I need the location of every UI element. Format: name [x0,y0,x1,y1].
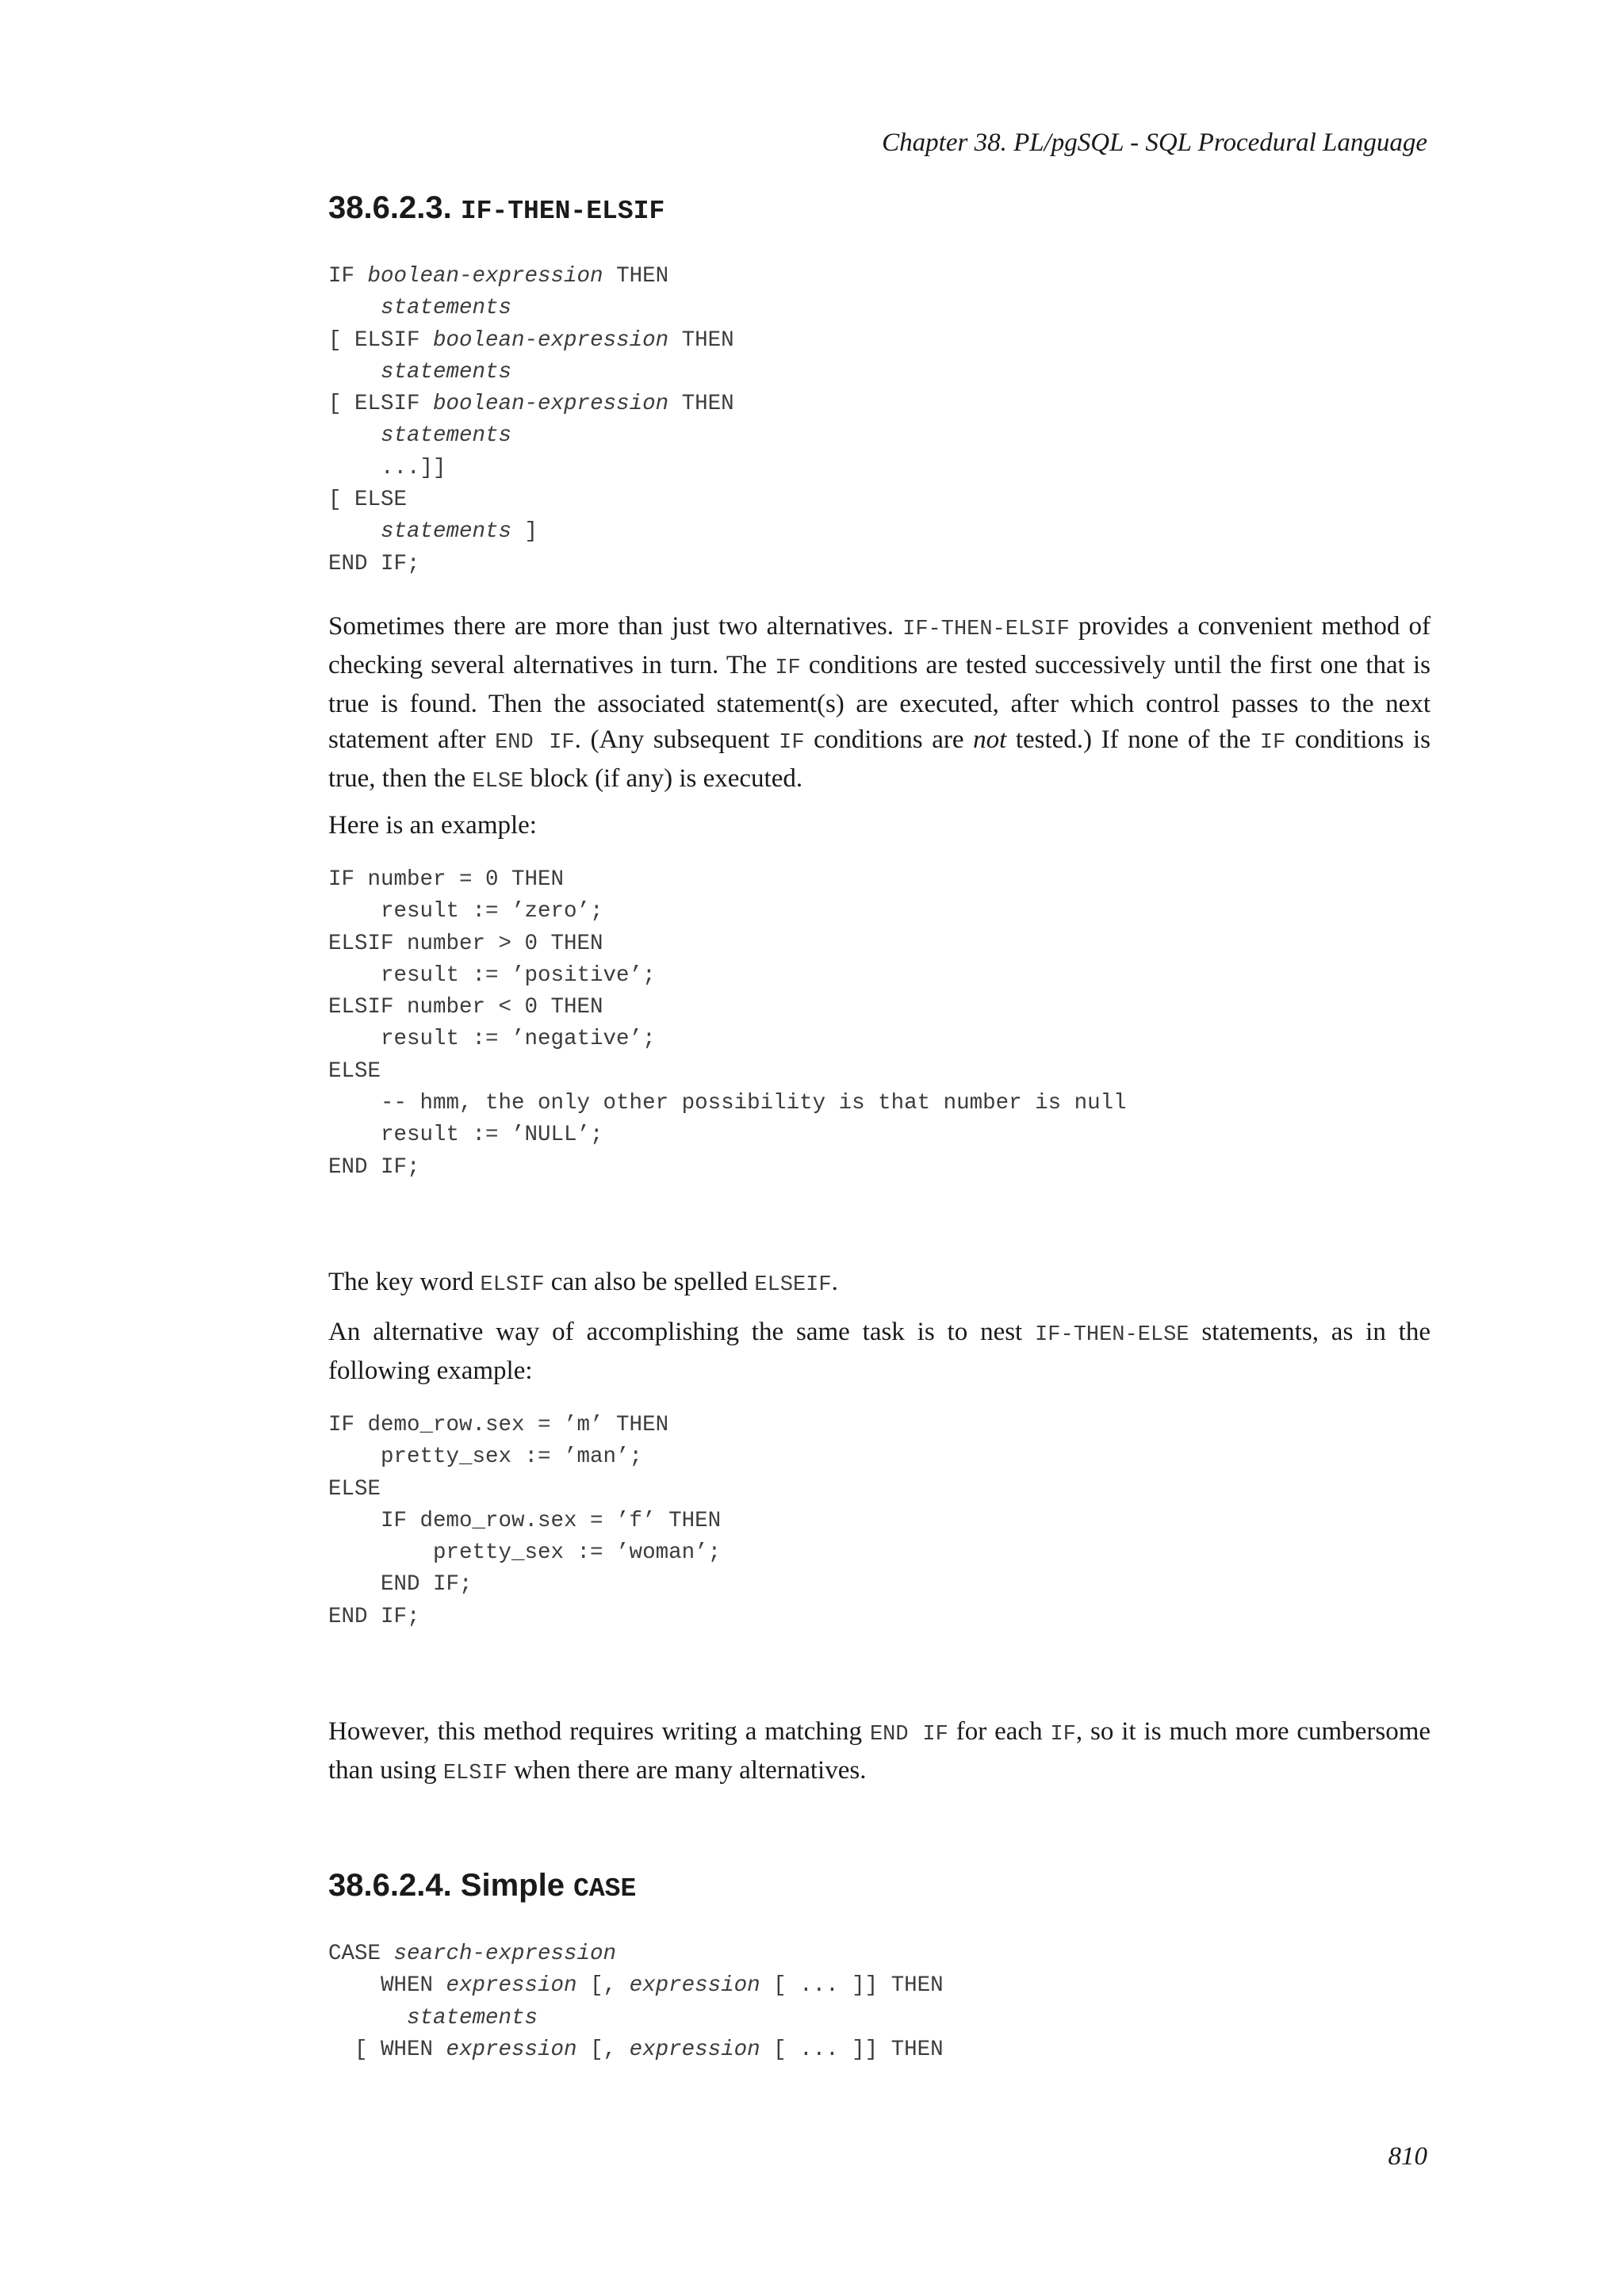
code-line: -- hmm, the only other possibility is that number is null [328,1091,1127,1116]
syntax-line: statements ] [381,519,538,545]
page-number: 810 [1388,2142,1427,2171]
syntax-line: WHEN expression [, expression [ ... ]] THEN [328,1973,944,1999]
running-header: Chapter 38. PL/pgSQL - SQL Procedural Language [882,128,1427,157]
syntax-placeholder: expression [629,1973,760,1999]
emphasis: not [973,725,1007,754]
inline-code: ELSIF [442,1762,508,1786]
code-line: END IF; [328,1604,420,1629]
syntax-line: IF boolean-expression THEN [328,264,669,289]
syntax-block-simple-case [328,1938,1431,2066]
code-line: ELSE [328,1058,381,1084]
inline-code: ELSEIF [754,1272,832,1297]
syntax-placeholder: statements [381,519,512,545]
code-line: result := ’zero’; [328,899,603,924]
inline-code: END IF [869,1723,948,1747]
code-line: ELSE [328,1476,381,1502]
inline-code: IF [775,656,801,680]
syntax-line: [ ELSIF boolean-expression THEN [328,327,734,353]
section-code-title: CASE [573,1874,637,1904]
syntax-line: END IF; [328,551,420,576]
page-content [328,187,1431,2066]
syntax-line [328,2003,1431,2034]
paragraph-nesting-alternative: An alternative way of accomplishing the same task is to nest IF-THEN-ELSE statements, as in the following example: [328,1317,1431,1385]
inline-code: IF-THEN-ELSIF [902,617,1070,641]
code-line: result := ’negative’; [328,1027,656,1052]
syntax-placeholder: boolean-expression [433,327,669,353]
inline-code: IF [1050,1723,1076,1747]
inline-code: IF [779,730,805,755]
code-example-number [328,864,1431,1184]
syntax-placeholder: expression [446,2037,577,2062]
syntax-placeholder: boolean-expression [367,264,603,289]
inline-code: ELSIF [480,1272,545,1297]
syntax-line: [ ELSIF boolean-expression THEN [328,392,734,417]
syntax-placeholder: statements [407,2005,538,2030]
syntax-placeholder: statements [381,296,512,321]
code-line: IF demo_row.sex = ’m’ THEN [328,1412,669,1437]
syntax-line [328,420,1431,452]
code-line: result := ’NULL’; [328,1123,603,1148]
inline-code: IF [1259,730,1286,755]
section-number: 38.6.2.3. [328,190,452,225]
code-line: result := ’positive’; [328,962,656,988]
syntax-line [328,357,1431,388]
syntax-line [328,293,1431,324]
code-line: ELSIF number > 0 THEN [328,931,603,956]
syntax-line: ...]] [328,455,446,480]
syntax-placeholder: search-expression [393,1942,617,1967]
code-line: pretty_sex := ’man’; [328,1445,643,1470]
syntax-placeholder: expression [629,2037,760,2062]
inline-code: ELSE [472,769,524,794]
section-heading-simple-case [328,1865,1431,1910]
syntax-placeholder: expression [446,1973,577,1999]
syntax-block-if-then-elsif [328,261,1431,580]
syntax-placeholder: statements [381,423,512,449]
syntax-line: CASE search-expression [328,1942,617,1967]
paragraph-alternatives: Sometimes there are more than just two alternatives. IF-THEN-ELSIF provides a convenient method of checking several alternatives in turn. The IF conditions are tested successively until the first one that is true is found. Then the associated statement(s) are executed, after which control passes to the next statement after END IF. (Any subsequent IF conditions are not tested.) If none of the IF conditions is true, then the ELSE block (if any) is executed. [328,611,1431,794]
syntax-line: [ ELSE [328,488,408,513]
code-line: END IF; [328,1572,473,1598]
inline-code: IF-THEN-ELSE [1035,1322,1189,1347]
section-heading-if-then-elsif [328,187,1431,232]
code-line: IF demo_row.sex = ’f’ THEN [328,1508,722,1533]
paragraph-elseif-keyword: The key word ELSIF can also be spelled ELSEIF. [328,1267,838,1297]
syntax-placeholder: boolean-expression [433,392,669,417]
inline-code: END IF [495,730,575,755]
code-line: pretty_sex := ’woman’; [328,1540,722,1566]
syntax-line: [ WHEN expression [, expression [ ... ]] THEN [328,2037,944,2062]
code-line: IF number = 0 THEN [328,867,565,892]
code-line: END IF; [328,1154,420,1180]
paragraph-cumbersome: However, this method requires writing a matching END IF for each IF, so it is much more cumbersome than using ELSIF when there are many alternatives. [328,1717,1431,1786]
paragraph-example-intro: Here is an example: [328,810,537,840]
section-number: 38.6.2.4. Simple [328,1868,565,1904]
code-example-nested [328,1410,1431,1633]
section-code-title: IF-THEN-ELSIF [460,197,665,226]
code-line: ELSIF number < 0 THEN [328,995,603,1020]
syntax-placeholder: statements [381,359,512,385]
